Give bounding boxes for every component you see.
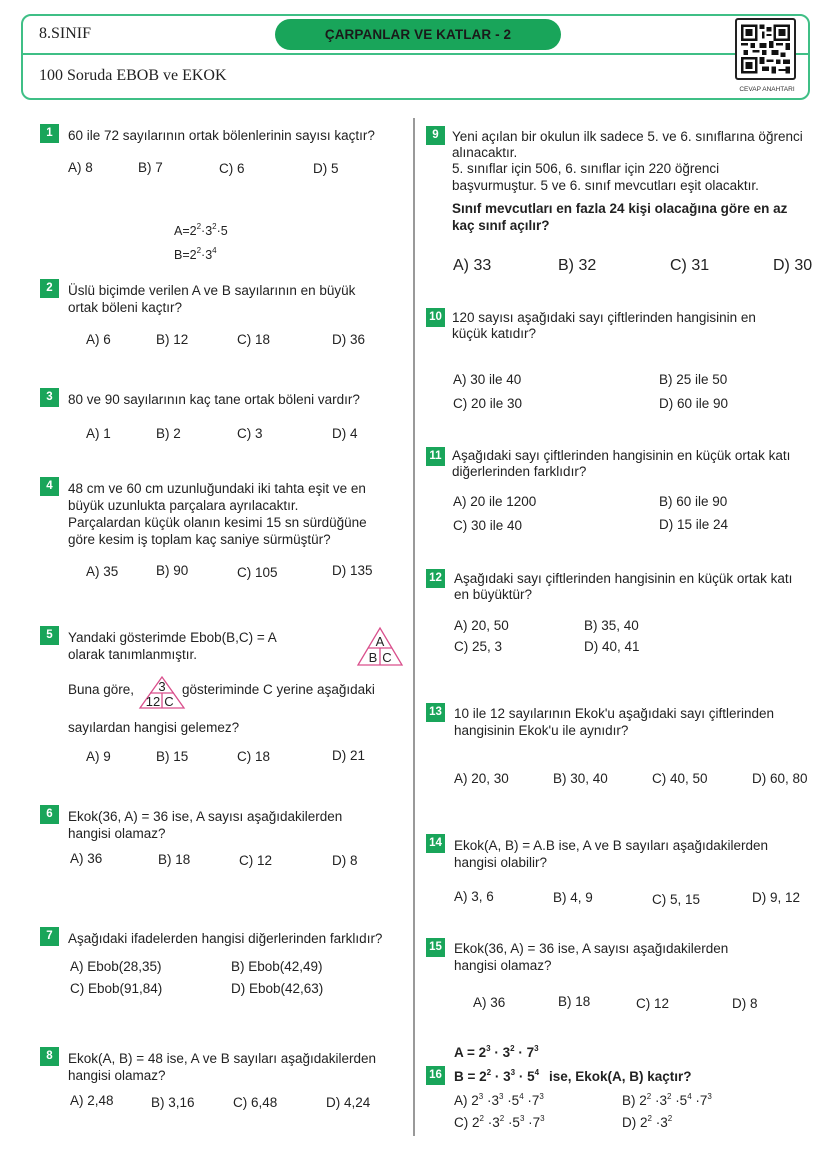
option-b[interactable]: B) 32 <box>558 257 597 274</box>
option-d[interactable]: D) 9, 12 <box>752 890 801 905</box>
option-c[interactable]: C) 30 ile 40 <box>453 518 523 533</box>
option-b[interactable]: B) 25 ile 50 <box>659 372 728 387</box>
question-text-line-2: küçük katıdır? <box>452 326 537 341</box>
grade-label: 8.SINIF <box>39 25 92 42</box>
option-a[interactable]: A) 20, 30 <box>454 771 509 786</box>
question-4 <box>40 477 410 587</box>
question-16 <box>426 1042 826 1132</box>
question-number-badge: 9 <box>426 126 445 145</box>
option-b[interactable]: B) $2^2 \cdot 3^2 \cdot 5^4 \cdot 7^3$ <box>622 1092 712 1108</box>
option-c[interactable]: C) $2^2 \cdot 3^2 \cdot 5^3 \cdot 7^3$ <box>454 1114 545 1130</box>
question-6 <box>40 805 410 875</box>
option-c[interactable]: C) 6 <box>219 161 245 176</box>
question-2 <box>40 220 410 355</box>
question-text-line-2: hangisi olamaz? <box>454 958 552 973</box>
question-text-line-2: hangisi olabilir? <box>454 855 548 870</box>
svg-text:12: 12 <box>145 694 161 709</box>
option-b[interactable]: B) 7 <box>138 160 163 175</box>
question-text-line-2: alınacaktır. <box>452 145 518 160</box>
question-8 <box>40 1047 410 1117</box>
option-c[interactable]: C) 18 <box>237 332 271 347</box>
question-number-badge: 6 <box>40 805 59 824</box>
option-b[interactable]: B) 4, 9 <box>553 890 593 905</box>
option-c[interactable]: C) 12 <box>239 853 273 868</box>
question-prompt-line-2: kaç sınıf açılır? <box>452 218 550 233</box>
ebob-triangle-example <box>138 676 186 709</box>
question-text-line-1: Aşağıdaki sayı çiftlerinden hangisinin en küçük ortak katı <box>452 448 791 463</box>
question-number-badge: 15 <box>426 938 445 957</box>
question-text-line-1: 120 sayısı aşağıdaki sayı çiftlerinden hangisinin en <box>452 310 756 325</box>
option-c[interactable]: C) 25, 3 <box>454 639 503 654</box>
header-divider <box>23 53 808 55</box>
question-text-line-3: 5. sınıflar için 506, 6. sınıflar için 220 öğrenci <box>452 161 720 176</box>
option-b[interactable]: B) 15 <box>156 749 189 764</box>
option-d[interactable]: D) 40, 41 <box>584 639 640 654</box>
option-a[interactable]: A) 2,48 <box>70 1093 114 1108</box>
question-text-line-3-prefix: Buna göre, <box>68 682 135 697</box>
option-b[interactable]: B) 18 <box>558 994 591 1009</box>
option-d[interactable]: D) 8 <box>332 853 358 868</box>
option-c[interactable]: C) 20 ile 30 <box>453 396 523 411</box>
question-11 <box>426 447 826 537</box>
option-c[interactable]: C) 105 <box>237 565 278 580</box>
option-a[interactable]: A) 20 ile 1200 <box>453 494 537 509</box>
question-text-line-2: en büyüktür? <box>454 587 533 602</box>
option-d[interactable]: D) 15 ile 24 <box>659 517 729 532</box>
question-prompt-line-1: Sınıf mevcutları en fazla 24 kişi olacağına göre en az <box>452 201 788 216</box>
option-a[interactable]: A) 6 <box>86 332 111 347</box>
answer-key-label: CEVAP ANAHTARI <box>739 86 795 93</box>
option-c[interactable]: C) 5, 15 <box>652 892 701 907</box>
option-d[interactable]: D) $2^2 \cdot 3^2$ <box>622 1114 673 1130</box>
question-text: ise, Ekok(A, B) kaçtır? <box>549 1069 692 1084</box>
option-d[interactable]: D) 21 <box>332 748 366 763</box>
option-a[interactable]: A) $2^3 \cdot 3^3 \cdot 5^4 \cdot 7^3$ <box>454 1092 544 1108</box>
question-text-line-1: Ekok(36, A) = 36 ise, A sayısı aşağıdakilerden <box>68 809 343 824</box>
question-number-badge: 12 <box>426 569 445 588</box>
question-number-badge: 5 <box>40 626 59 645</box>
option-a[interactable]: A) 8 <box>68 160 93 175</box>
question-15 <box>426 938 826 1018</box>
option-d[interactable]: D) 4 <box>332 426 358 441</box>
option-d[interactable]: D) Ebob(42,63) <box>231 981 324 996</box>
formula-a: $A=2^2\cdot 3^2\cdot 5$ <box>174 222 228 238</box>
option-b[interactable]: B) 30, 40 <box>553 771 608 786</box>
option-a[interactable]: A) 36 <box>70 851 103 866</box>
option-c[interactable]: C) 40, 50 <box>652 771 708 786</box>
question-text-line-3-suffix: gösteriminde C yerine aşağıdaki <box>182 682 375 697</box>
question-number-badge: 16 <box>426 1066 445 1085</box>
worksheet-header <box>21 14 810 100</box>
worksheet-subtitle: 100 Soruda EBOB ve EKOK <box>39 67 227 84</box>
question-number-badge: 13 <box>426 703 445 722</box>
question-number-badge: 10 <box>426 308 445 327</box>
question-text-line-1: 10 ile 12 sayılarının Ekok'u aşağıdaki sayı çiftlerinden <box>454 706 775 721</box>
qr-code-icon[interactable] <box>735 18 796 80</box>
question-text-line-2: hangisi olamaz? <box>68 826 166 841</box>
option-c[interactable]: C) 12 <box>636 996 670 1011</box>
question-5 <box>40 626 410 766</box>
svg-text:B: B <box>368 650 378 665</box>
option-b[interactable]: B) Ebob(42,49) <box>231 959 323 974</box>
question-text: 60 ile 72 sayılarının ortak bölenlerinin sayısı kaçtır? <box>68 128 375 143</box>
question-text-line-3: Parçalardan küçük olanın kesimi 15 sn sürdüğüne <box>68 515 367 530</box>
option-a[interactable]: A) 30 ile 40 <box>453 372 522 387</box>
option-a[interactable]: A) 3, 6 <box>454 889 494 904</box>
question-text-line-2: diğerlerinden farklıdır? <box>452 464 587 479</box>
option-b[interactable]: B) 35, 40 <box>584 618 639 633</box>
question-text-line-1: Yandaki gösterimde Ebob(B,C) = A <box>68 630 277 645</box>
question-number-badge: 14 <box>426 834 445 853</box>
question-7 <box>40 927 410 1002</box>
question-text-line-4: sayılardan hangisi gelemez? <box>68 720 240 735</box>
question-number-badge: 7 <box>40 927 59 946</box>
option-b[interactable]: B) 3,16 <box>151 1095 195 1110</box>
question-9 <box>426 126 826 281</box>
option-a[interactable]: A) 36 <box>473 995 506 1010</box>
option-b[interactable]: B) 60 ile 90 <box>659 494 728 509</box>
option-d[interactable]: D) 4,24 <box>326 1095 371 1110</box>
svg-text:A: A <box>375 634 385 649</box>
option-a[interactable]: A) 35 <box>86 564 119 579</box>
option-a[interactable]: A) 9 <box>86 749 111 764</box>
question-number-badge: 1 <box>40 124 59 143</box>
question-text-line-2: ortak böleni kaçtır? <box>68 300 183 315</box>
question-3 <box>40 388 410 448</box>
question-text: Aşağıdaki ifadelerden hangisi diğerlerinden farklıdır? <box>68 931 383 946</box>
svg-text:3: 3 <box>158 679 166 694</box>
option-b[interactable]: B) 2 <box>156 426 181 441</box>
option-d[interactable]: D) 5 <box>313 161 339 176</box>
question-text-line-2: hangisi olamaz? <box>68 1068 166 1083</box>
question-number-badge: 2 <box>40 279 59 298</box>
option-d[interactable]: D) 60, 80 <box>752 771 808 786</box>
option-a[interactable]: A) Ebob(28,35) <box>70 959 162 974</box>
option-d[interactable]: D) 8 <box>732 996 758 1011</box>
option-c[interactable]: C) 31 <box>670 257 710 274</box>
question-text-line-2: olarak tanımlanmıştır. <box>68 647 198 662</box>
option-a[interactable]: A) 33 <box>453 257 492 274</box>
question-number-badge: 11 <box>426 447 445 466</box>
ebob-triangle-legend <box>356 626 404 666</box>
svg-text:C: C <box>382 650 392 665</box>
question-text: 80 ve 90 sayılarının kaç tane ortak böleni vardır? <box>68 392 360 407</box>
question-text-line-1: Üslü biçimde verilen A ve B sayılarının en büyük <box>68 283 356 298</box>
question-text-line-1: Ekok(A, B) = A.B ise, A ve B sayıları aşağıdakilerden <box>454 838 769 853</box>
question-text-line-1: Ekok(36, A) = 36 ise, A sayısı aşağıdakilerden <box>454 941 729 956</box>
option-d[interactable]: D) 135 <box>332 563 373 578</box>
worksheet-title: ÇARPANLAR VE KATLAR - 2 <box>275 19 561 50</box>
question-number-badge: 3 <box>40 388 59 407</box>
option-c[interactable]: C) 6,48 <box>233 1095 278 1110</box>
formula-b: $B=2^2\cdot 3^4$ <box>174 246 217 262</box>
question-1 <box>40 124 410 184</box>
option-d[interactable]: D) 36 <box>332 332 366 347</box>
option-b[interactable]: B) 12 <box>156 332 189 347</box>
question-text-line-2: büyük uzunlukta parçalara ayrılacaktır. <box>68 498 299 513</box>
svg-text:C: C <box>164 694 174 709</box>
option-b[interactable]: B) 18 <box>158 852 191 867</box>
option-c[interactable]: C) 3 <box>237 426 263 441</box>
question-text-line-1: Ekok(A, B) = 48 ise, A ve B sayıları aşağıdakilerden <box>68 1051 377 1066</box>
question-text-line-2: hangisinin Ekok'u ile aynıdır? <box>454 723 629 738</box>
formula-b: $B = 2^2 \cdot 3^3 \cdot 5^4$ <box>454 1068 540 1084</box>
option-b[interactable]: B) 90 <box>156 563 189 578</box>
question-14 <box>426 834 826 914</box>
question-text-line-1: Yeni açılan bir okulun ilk sadece 5. ve 6. sınıflarına öğrenci <box>452 129 803 144</box>
option-a[interactable]: A) 20, 50 <box>454 618 509 633</box>
question-10 <box>426 308 826 413</box>
option-c[interactable]: C) 18 <box>237 749 271 764</box>
option-d[interactable]: D) 30 <box>773 257 813 274</box>
formula-a: $A = 2^3 \cdot 3^2 \cdot 7^3$ <box>454 1044 539 1060</box>
question-text-line-1: Aşağıdaki sayı çiftlerinden hangisinin en küçük ortak katı <box>454 571 793 586</box>
question-text-line-4: göre kesim iş toplam kaç saniye sürmüştür? <box>68 532 331 547</box>
question-12 <box>426 569 826 659</box>
question-number-badge: 8 <box>40 1047 59 1066</box>
question-13 <box>426 703 826 793</box>
question-text-line-1: 48 cm ve 60 cm uzunluğundaki iki tahta eşit ve en <box>68 481 366 496</box>
option-a[interactable]: A) 1 <box>86 426 111 441</box>
option-c[interactable]: C) Ebob(91,84) <box>70 981 163 996</box>
column-divider <box>413 118 415 1136</box>
question-text-line-4: başvurmuştur. 5 ve 6. sınıf mevcutları eşit olacaktır. <box>452 178 759 193</box>
option-d[interactable]: D) 60 ile 90 <box>659 396 729 411</box>
question-number-badge: 4 <box>40 477 59 496</box>
